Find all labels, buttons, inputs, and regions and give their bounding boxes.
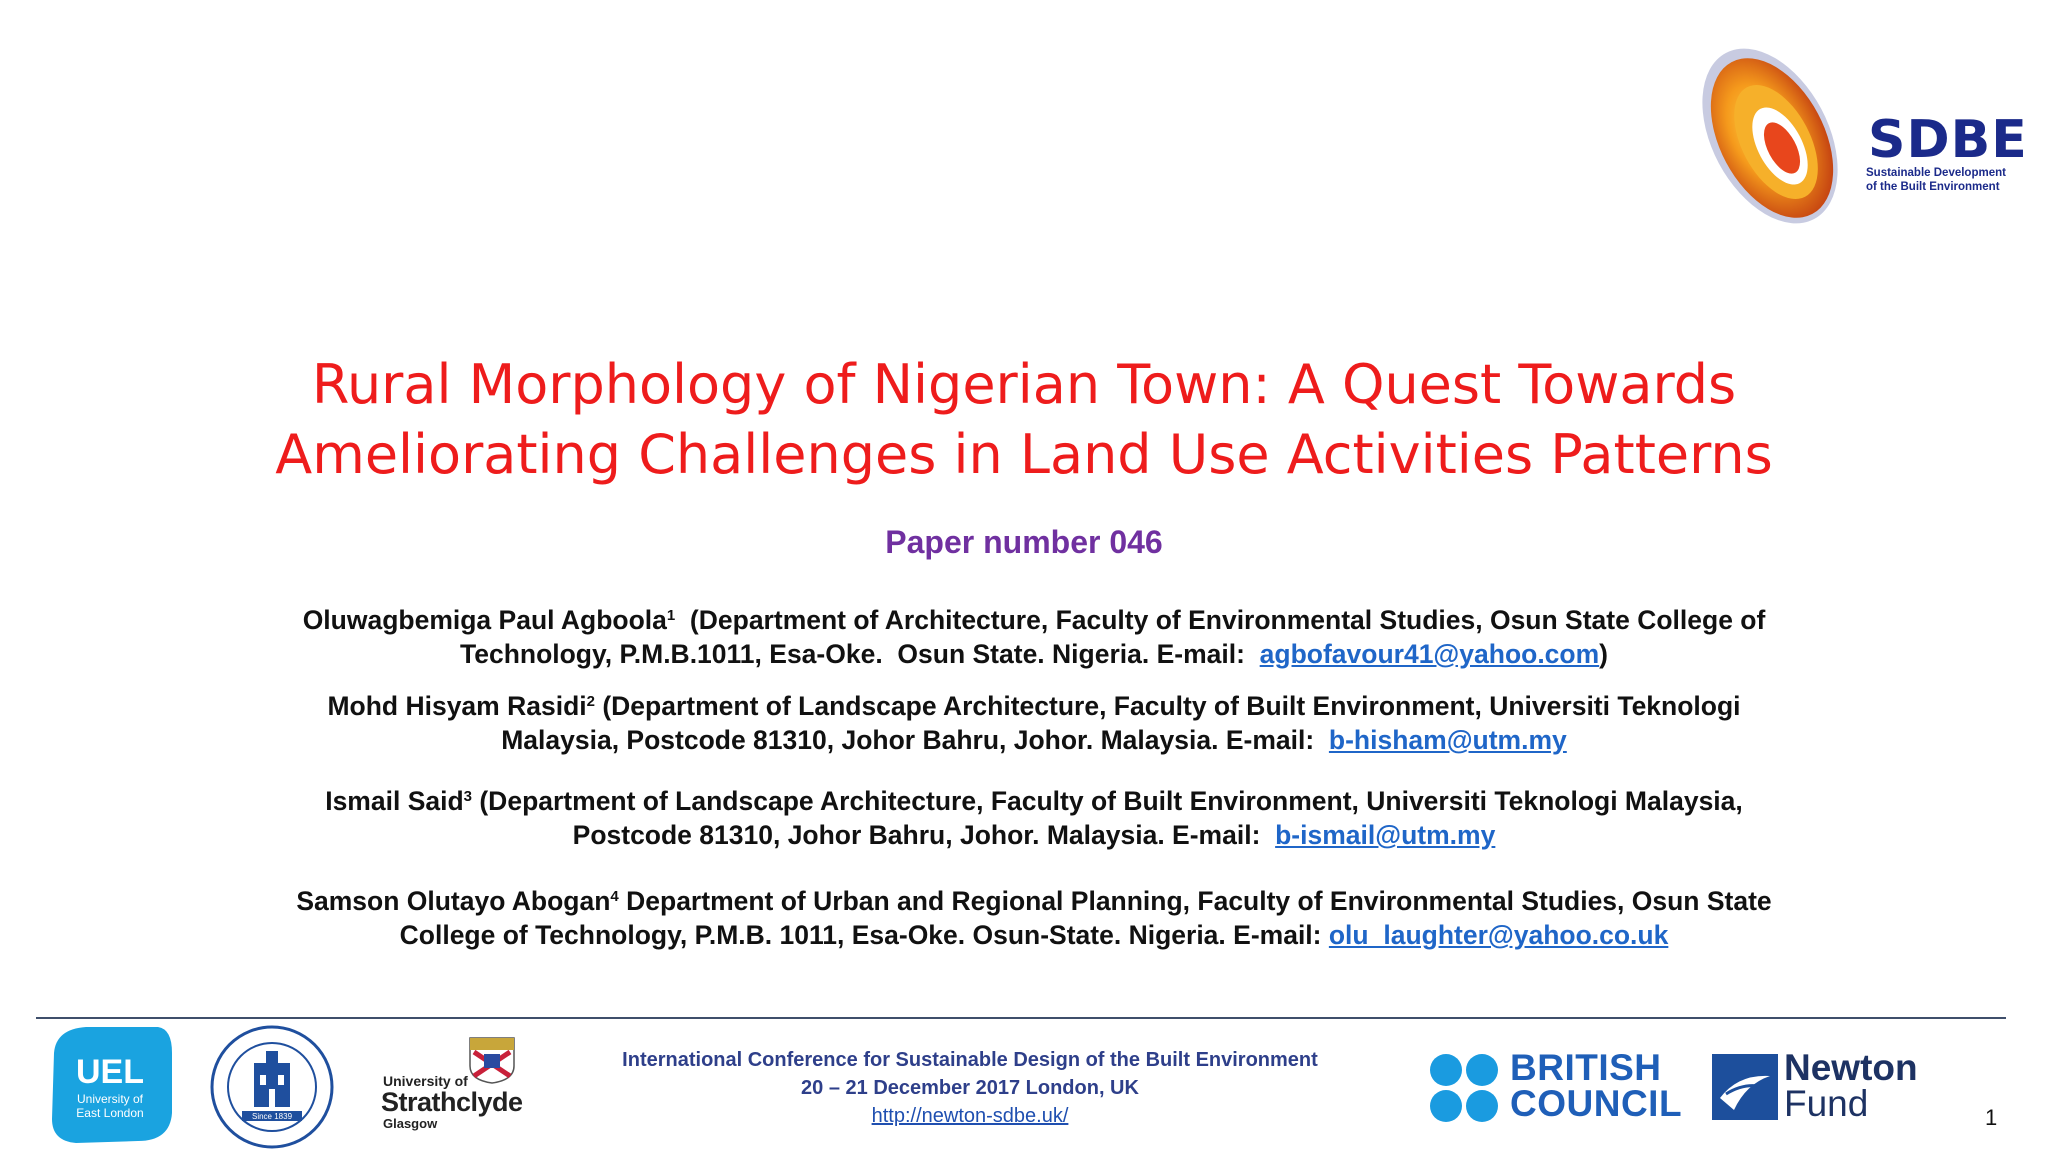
sdbe-subtitle [1866, 166, 2006, 194]
author-affiliation-cont: College of Technology, P.M.B. 1011, Esa-Oke. Osun-State. Nigeria. E-mail: [399, 920, 1329, 950]
newton-line2: Fund [1784, 1083, 1869, 1124]
footer-divider [36, 1017, 2006, 1019]
sdbe-subtitle-line1: Sustainable Development [1866, 167, 2006, 179]
author-block-3 [0, 784, 2048, 852]
author-superscript: 1 [666, 607, 676, 624]
author-affiliation: (Department of Landscape Architecture, Faculty of Built Environment, Universiti Teknologi [594, 691, 1741, 721]
ain-shams-est: Since 1839 [251, 1112, 293, 1121]
newton-fund-wordmark [1784, 1047, 1918, 1124]
author-superscript: 3 [463, 788, 472, 805]
author-affiliation-cont: Malaysia, Postcode 81310, Johor Bahru, Johor. Malaysia. E-mail: [501, 725, 1329, 755]
page-number: 1 [1985, 1105, 1998, 1130]
author-superscript: 2 [586, 693, 595, 710]
british-council-dots-icon [1428, 1052, 1508, 1124]
conference-url-link[interactable]: http://newton-sdbe.uk/ [871, 1105, 1069, 1127]
author-trailing: ) [1599, 639, 1608, 669]
conference-name: International Conference for Sustainable Design of the Built Environment [622, 1049, 1318, 1071]
email-link[interactable]: b-hisham@utm.my [1328, 725, 1567, 755]
slide-title-line2: Ameliorating Challenges in Land Use Activities Patterns [275, 423, 1773, 486]
uel-sub-2: East London [76, 1106, 144, 1120]
author-block-1 [0, 603, 2048, 671]
newton-fund-icon [1712, 1054, 1778, 1120]
sdbe-subtitle-line2: of the Built Environment [1866, 181, 2000, 193]
author-name: Ismail Said [325, 786, 464, 816]
newton-line1: Newton [1784, 1047, 1918, 1088]
uel-sub-1: University of [76, 1092, 144, 1106]
author-affiliation-cont: Postcode 81310, Johor Bahru, Johor. Malaysia. E-mail: [572, 820, 1276, 850]
conference-info [560, 1046, 1380, 1130]
paper-number: Paper number 046 [885, 524, 1163, 560]
author-block-2 [0, 689, 2048, 757]
british-council-wordmark [1510, 1047, 1683, 1124]
strathclyde-city: Glasgow [383, 1116, 438, 1131]
ain-shams-seal [210, 1025, 334, 1149]
author-affiliation: Department of Urban and Regional Planning, Faculty of Environmental Studies, Osun State [618, 886, 1772, 916]
british-council-line2: COUNCIL [1510, 1083, 1683, 1124]
author-superscript: 4 [610, 888, 619, 905]
author-name: Mohd Hisyam Rasidi [327, 691, 587, 721]
british-council-line1: BRITISH [1510, 1047, 1662, 1088]
email-link[interactable]: agbofavour41@yahoo.com [1259, 639, 1600, 669]
slide-title-line1: Rural Morphology of Nigerian Town: A Quest Towards [311, 353, 1737, 416]
author-affiliation: (Department of Architecture, Faculty of Environmental Studies, Osun State College of [675, 605, 1766, 635]
sdbe-wordmark: SDBE [1868, 110, 2028, 170]
author-name: Oluwagbemiga Paul Agboola [302, 605, 667, 635]
email-link[interactable]: olu_laughter@yahoo.co.uk [1328, 920, 1669, 950]
author-affiliation: (Department of Landscape Architecture, Faculty of Built Environment, Universiti Teknologi Malaysia, [472, 786, 1743, 816]
strathclyde-name: Strathclyde [381, 1087, 523, 1117]
author-block-4 [0, 884, 2048, 952]
author-name: Samson Olutayo Abogan [296, 886, 611, 916]
uel-logo [46, 1023, 176, 1145]
strathclyde-university-of: University of [383, 1073, 468, 1089]
slide-title [0, 350, 2048, 490]
email-link[interactable]: b-ismail@utm.my [1275, 820, 1496, 850]
author-affiliation-cont: Technology, P.M.B.1011, Esa-Oke. Osun State. Nigeria. E-mail: [460, 639, 1260, 669]
conference-dates: 20 – 21 December 2017 London, UK [801, 1077, 1139, 1099]
strathclyde-crest-icon [464, 1036, 520, 1084]
uel-wordmark: UEL [76, 1053, 144, 1091]
